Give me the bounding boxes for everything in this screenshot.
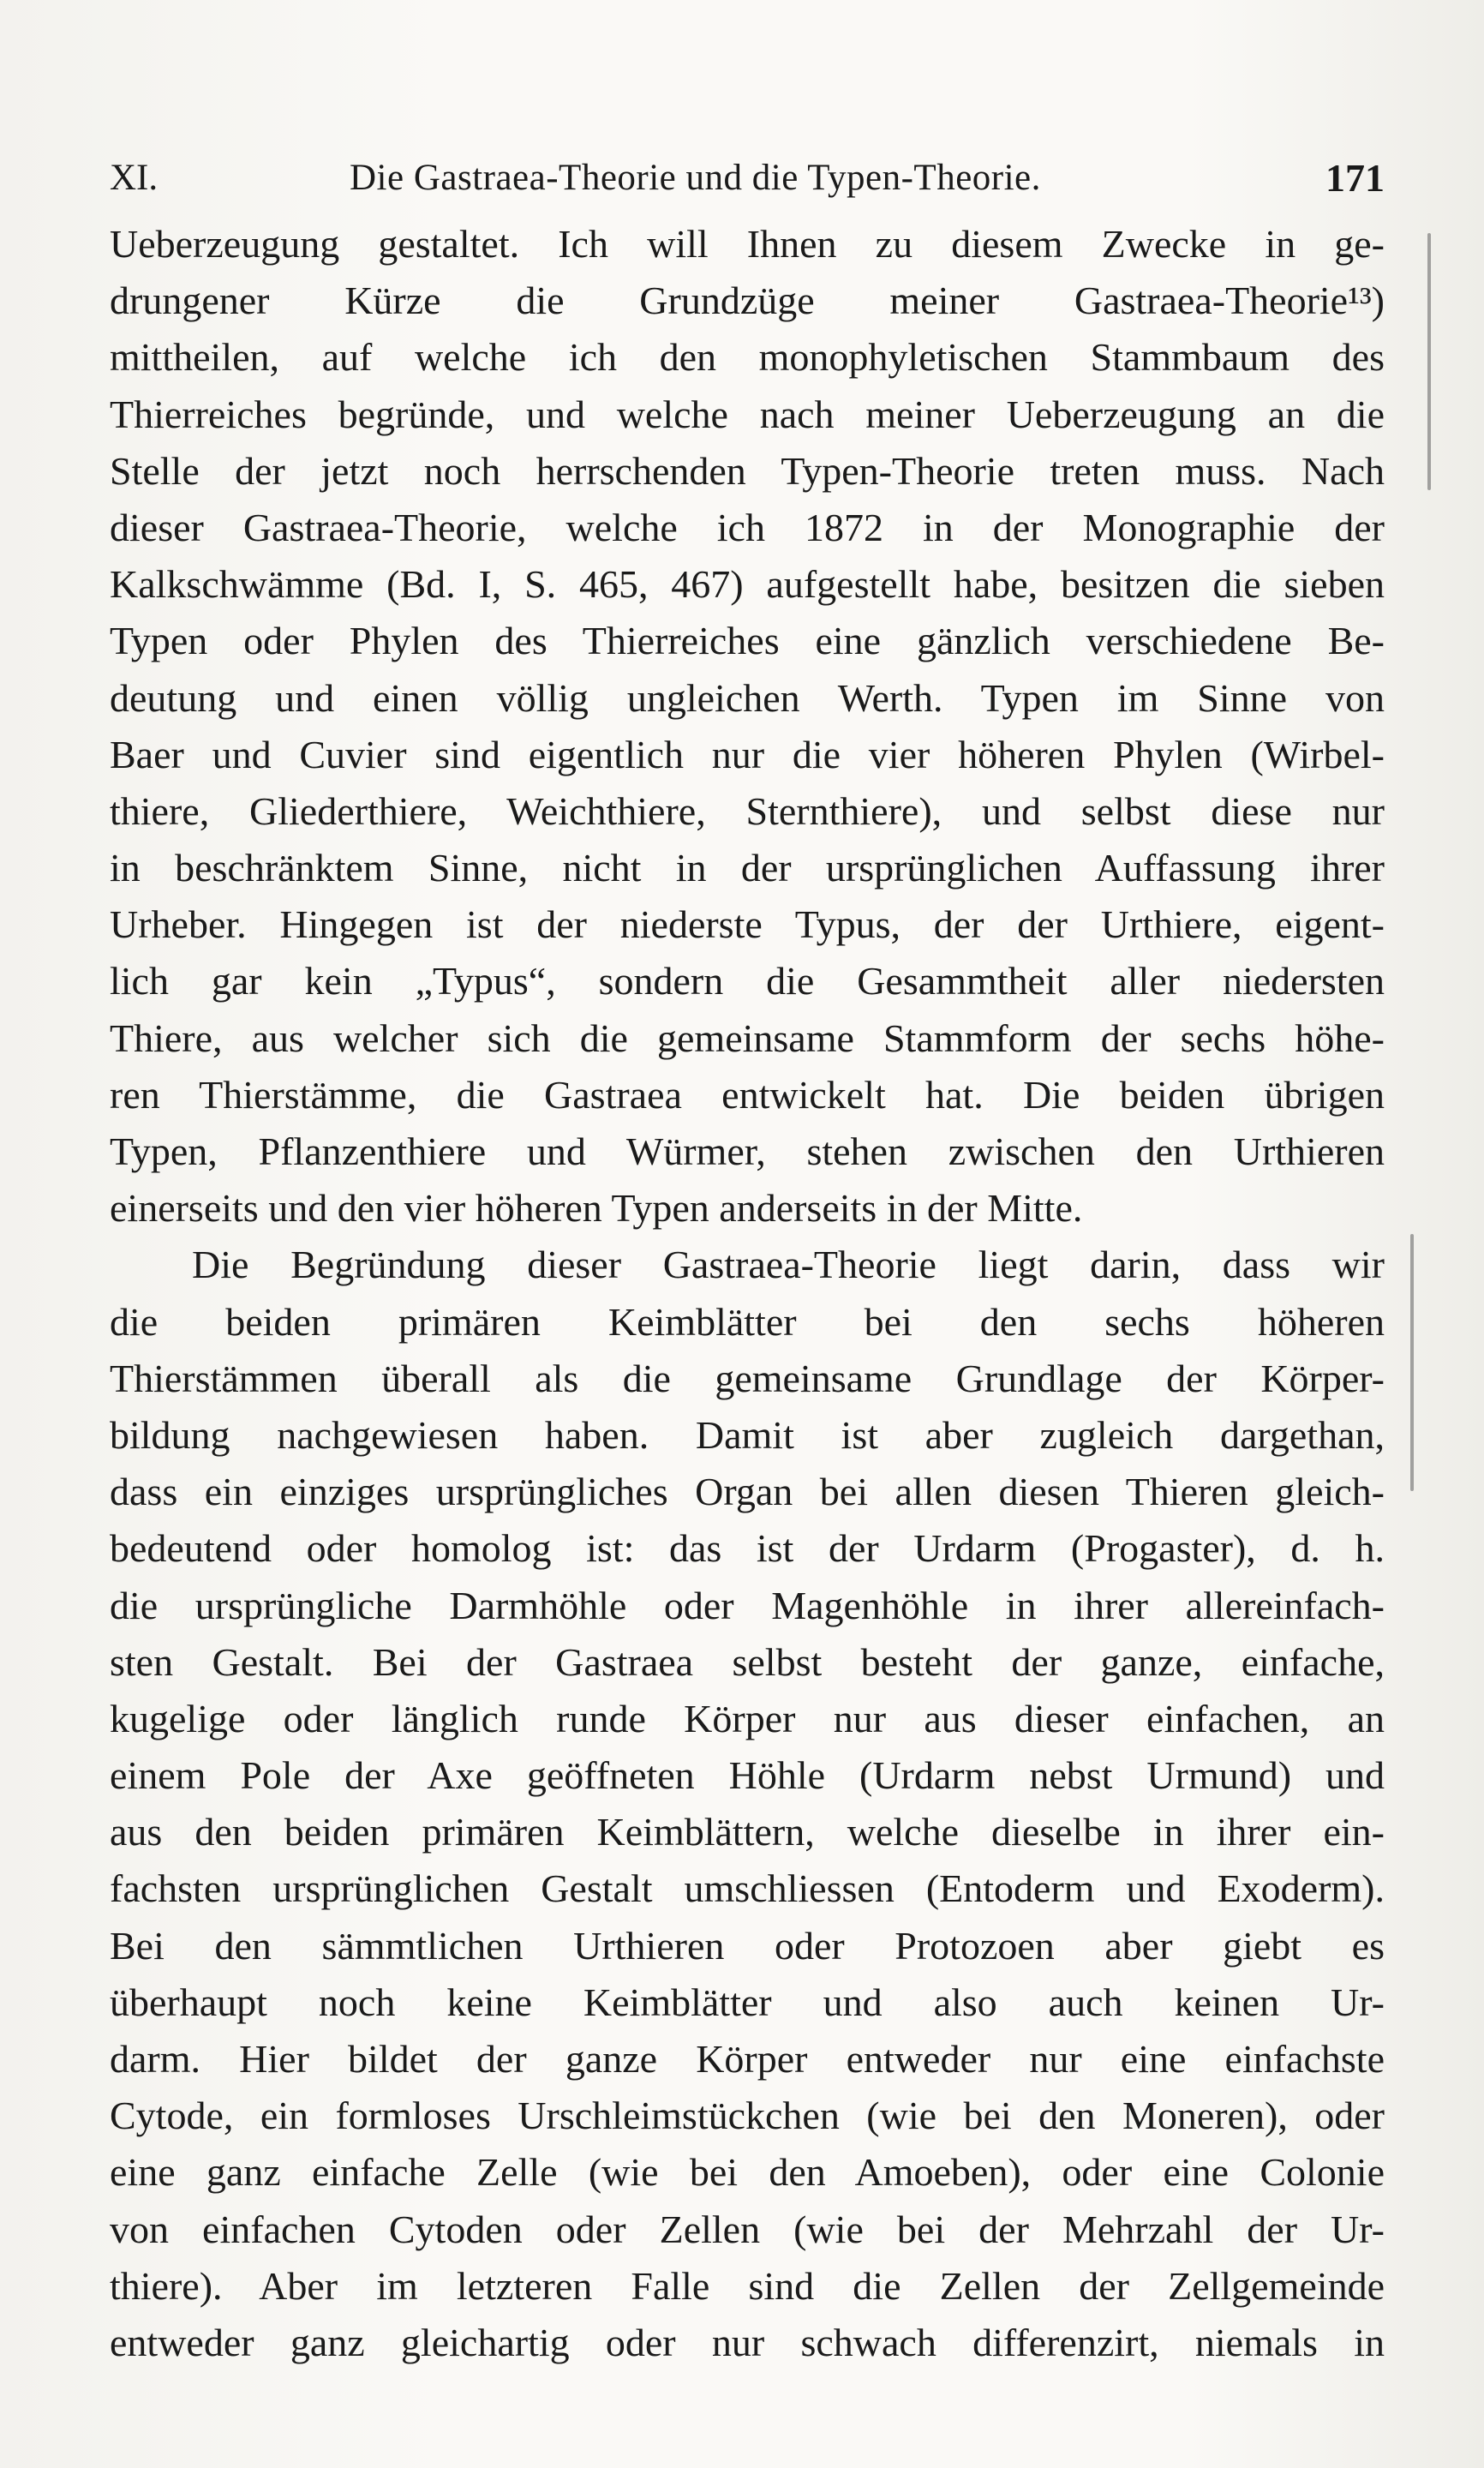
text-line: Thierstämmen überall als die gemeinsame Grundlage der Körper- xyxy=(110,1356,1385,1400)
running-header xyxy=(110,153,1385,204)
text-line: Kalkschwämme (Bd. I, S. 465, 467) aufgestellt habe, besitzen die sieben xyxy=(110,562,1385,607)
text-line: Ueberzeugung gestaltet. Ich will Ihnen zu diesem Zwecke in ge- xyxy=(110,222,1385,266)
text-line: Cytode, ein formloses Urschleimstückchen (wie bei den Moneren), oder xyxy=(110,2094,1385,2138)
text-line: thiere). Aber im letzteren Falle sind die Zellen der Zellgemeinde xyxy=(110,2263,1385,2308)
margin-mark xyxy=(1410,1234,1414,1491)
text-line: darm. Hier bildet der ganze Körper entweder nur eine einfachste xyxy=(110,2037,1385,2081)
chapter-number: XI. xyxy=(110,158,159,198)
text-line: mittheilen, auf welche ich den monophyletischen Stammbaum des xyxy=(110,335,1385,380)
text-line: drungener Kürze die Grundzüge meiner Gastraea-Theorie¹³) xyxy=(110,279,1385,323)
text-line: sten Gestalt. Bei der Gastraea selbst besteht der ganze, einfache, xyxy=(110,1639,1385,1684)
text-line: Die Begründung dieser Gastraea-Theorie liegt darin, dass wir xyxy=(192,1243,1385,1287)
paragraph-2 xyxy=(110,1237,1385,2371)
text-line: Thiere, aus welcher sich die gemeinsame Stammform der sechs höhe- xyxy=(110,1015,1385,1060)
text-line: Thierreiches begründe, und welche nach meiner Ueberzeugung an die xyxy=(110,392,1385,436)
text-line: dass ein einziges ursprüngliches Organ bei allen diesen Thieren gleich- xyxy=(110,1470,1385,1514)
text-line: aus den beiden primären Keimblättern, welche dieselbe in ihrer ein- xyxy=(110,1810,1385,1854)
text-line: Urheber. Hingegen ist der niederste Typus, der der Urthiere, eigent- xyxy=(110,902,1385,947)
text-line: entweder ganz gleichartig oder nur schwach differenzirt, niemals in xyxy=(110,2320,1385,2364)
text-line: von einfachen Cytoden oder Zellen (wie bei der Mehrzahl der Ur- xyxy=(110,2207,1385,2251)
text-line: thiere, Gliederthiere, Weichthiere, Sternthiere), und selbst diese nur xyxy=(110,788,1385,833)
paragraph-1 xyxy=(110,216,1385,1237)
running-title: Die Gastraea-Theorie und die Typen-Theorie. xyxy=(350,158,1041,198)
text-line: Typen oder Phylen des Thierreiches eine gänzlich verschiedene Be- xyxy=(110,619,1385,663)
text-line: die beiden primären Keimblätter bei den sechs höheren xyxy=(110,1299,1385,1344)
text-line: bedeutend oder homolog ist: das ist der Urdarm (Progaster), d. h. xyxy=(110,1526,1385,1571)
page-number: 171 xyxy=(1325,156,1385,200)
text-line: bildung nachgewiesen haben. Damit ist aber zugleich dargethan, xyxy=(110,1412,1385,1457)
text-line: Baer und Cuvier sind eigentlich nur die vier höheren Phylen (Wirbel- xyxy=(110,732,1385,776)
text-line: fachsten ursprünglichen Gestalt umschliessen (Entoderm und Exoderm). xyxy=(110,1866,1385,1911)
text-line: in beschränktem Sinne, nicht in der ursprünglichen Auffassung ihrer xyxy=(110,846,1385,890)
text-line: ren Thierstämme, die Gastraea entwickelt hat. Die beiden übrigen xyxy=(110,1072,1385,1117)
text-line: Stelle der jetzt noch herrschenden Typen-Theorie treten muss. Nach xyxy=(110,448,1385,493)
margin-mark xyxy=(1427,233,1431,490)
text-line: überhaupt noch keine Keimblätter und also auch keinen Ur- xyxy=(110,1980,1385,2024)
text-line: Bei den sämmtlichen Urthieren oder Protozoen aber giebt es xyxy=(110,1923,1385,1968)
text-line: Typen, Pflanzenthiere und Würmer, stehen zwischen den Urthieren xyxy=(110,1129,1385,1173)
text-line: kugelige oder länglich runde Körper nur aus dieser einfachen, an xyxy=(110,1696,1385,1740)
text-line: lich gar kein „Typus“, sondern die Gesammtheit aller niedersten xyxy=(110,959,1385,1003)
text-line: einem Pole der Axe geöffneten Höhle (Urdarm nebst Urmund) und xyxy=(110,1753,1385,1798)
body-text xyxy=(110,216,1385,2371)
text-line: einerseits und den vier höheren Typen anderseits in der Mitte. xyxy=(110,1186,1083,1231)
text-line: eine ganz einfache Zelle (wie bei den Amoeben), oder eine Colonie xyxy=(110,2150,1385,2195)
text-line: dieser Gastraea-Theorie, welche ich 1872 in der Monographie der xyxy=(110,505,1385,549)
text-line: die ursprüngliche Darmhöhle oder Magenhöhle in ihrer allereinfach- xyxy=(110,1583,1385,1627)
text-line: deutung und einen völlig ungleichen Werth. Typen im Sinne von xyxy=(110,675,1385,720)
